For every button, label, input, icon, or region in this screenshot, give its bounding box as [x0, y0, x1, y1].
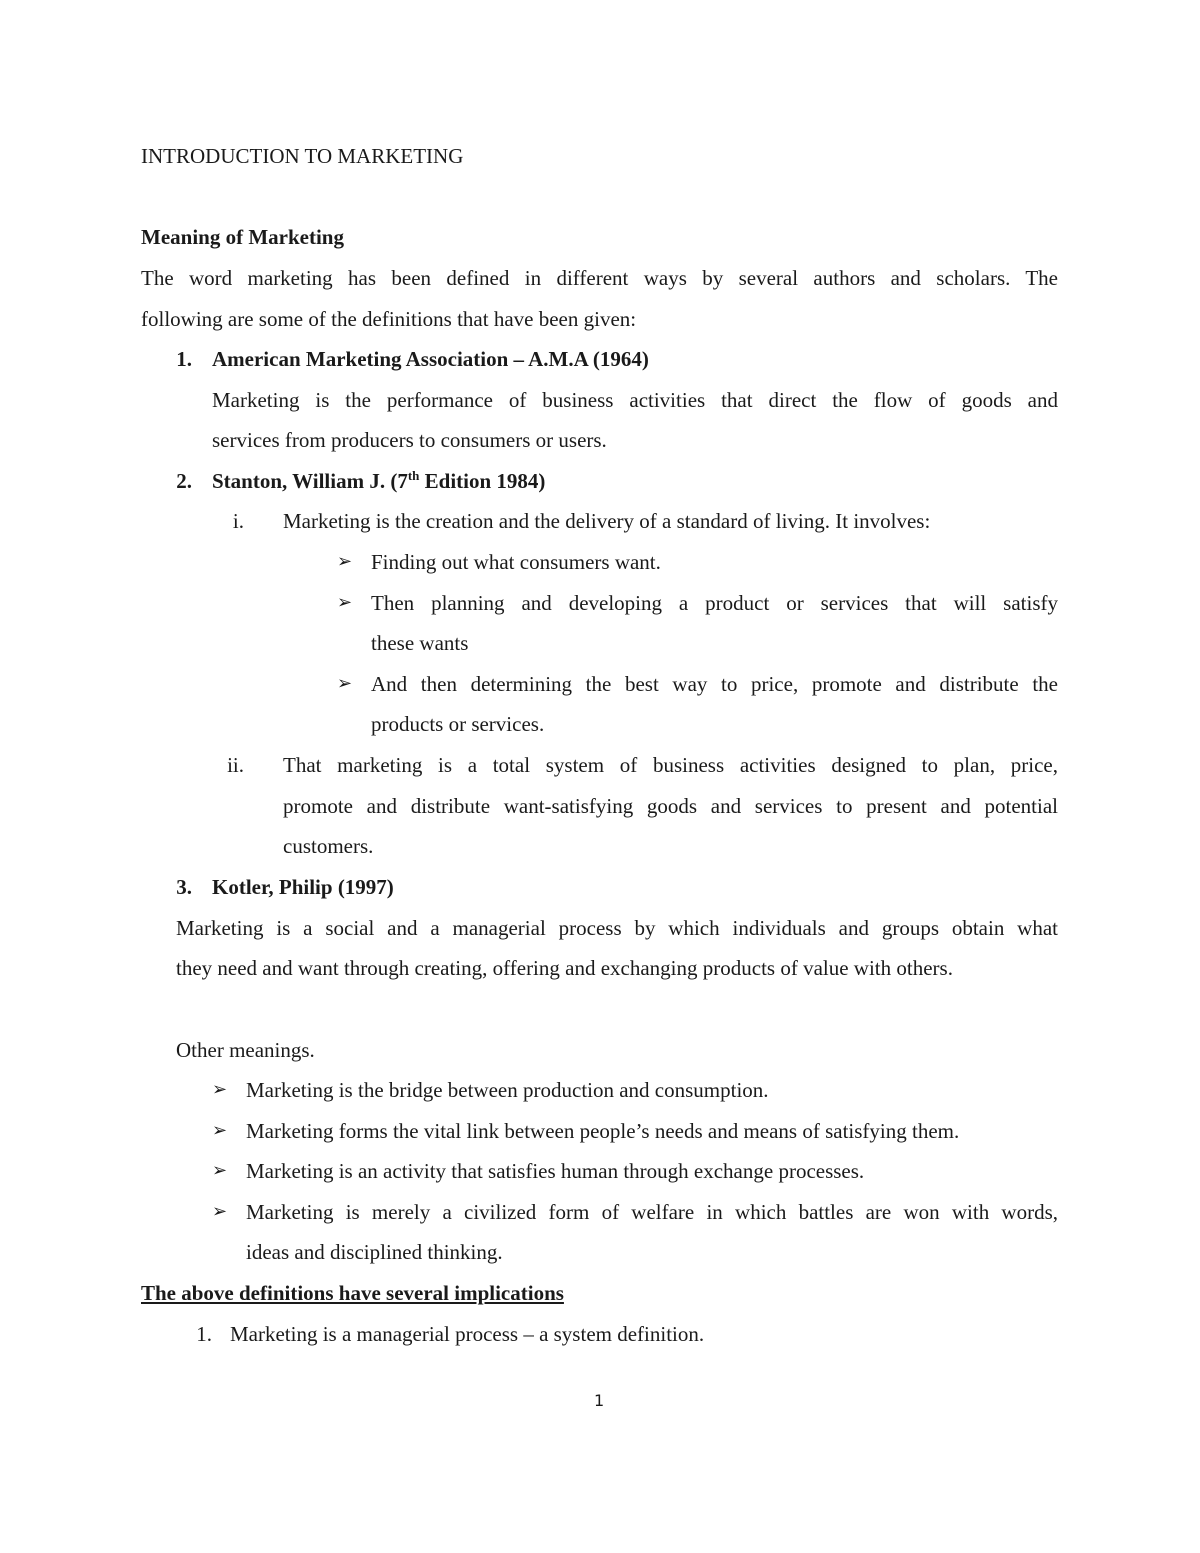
definition-2-item-i-text: Marketing is the creation and the delivery of a standard of living. It involves:	[283, 509, 931, 533]
intro-line-1: The word marketing has been defined in different ways by several authors and scholars. The	[141, 266, 1058, 290]
bullet-item-3-line-1: And then determining the best way to price, promote and distribute the	[371, 672, 1058, 696]
bullet-item-3-line-2: products or services.	[371, 712, 545, 736]
definition-2-heading: Stanton, William J. (7th Edition 1984)	[212, 468, 546, 493]
other-meanings-label: Other meanings.	[176, 1038, 315, 1062]
section-heading: Meaning of Marketing	[141, 225, 344, 249]
arrow-bullet-icon: ➢	[337, 673, 353, 694]
implication-1-number: 1.	[196, 1322, 212, 1346]
other-meaning-3: Marketing is an activity that satisfies human through exchange processes.	[246, 1159, 865, 1183]
other-meaning-4-line-2: ideas and disciplined thinking.	[246, 1240, 503, 1264]
definition-3-heading: Kotler, Philip (1997)	[212, 875, 394, 899]
other-meaning-2: Marketing forms the vital link between people’s needs and means of satisfying them.	[246, 1119, 960, 1143]
definition-3-body-line-1: Marketing is a social and a managerial process by which individuals and groups obtain what	[176, 916, 1058, 940]
definition-2-item-ii-numeral: ii.	[227, 753, 244, 777]
arrow-bullet-icon: ➢	[212, 1160, 228, 1181]
definition-2-item-i-numeral: i.	[232, 509, 244, 533]
other-meaning-1: Marketing is the bridge between production and consumption.	[246, 1078, 769, 1102]
definition-1-body-line-2: services from producers to consumers or users.	[212, 428, 607, 452]
arrow-bullet-icon: ➢	[212, 1201, 228, 1222]
definition-2-item-ii-line-1: That marketing is a total system of business activities designed to plan, price,	[283, 753, 1058, 777]
arrow-bullet-icon: ➢	[337, 592, 353, 613]
bullet-item-2-line-2: these wants	[371, 631, 469, 655]
definition-1-body-line-1: Marketing is the performance of business activities that direct the flow of goods and	[212, 388, 1058, 412]
document-title: INTRODUCTION TO MARKETING	[141, 144, 464, 168]
definition-2-number: 2.	[176, 469, 192, 493]
definition-3-body-line-2: they need and want through creating, offering and exchanging products of value with others.	[176, 956, 953, 980]
definition-2-item-ii-line-2: promote and distribute want-satisfying goods and services to present and potential	[283, 794, 1058, 818]
arrow-bullet-icon: ➢	[337, 551, 353, 572]
arrow-bullet-icon: ➢	[212, 1120, 228, 1141]
bullet-item-1: Finding out what consumers want.	[371, 550, 661, 574]
arrow-bullet-icon: ➢	[212, 1079, 228, 1100]
implications-heading: The above definitions have several implications	[141, 1281, 564, 1305]
implication-1-text: Marketing is a managerial process – a system definition.	[230, 1322, 705, 1346]
other-meaning-4-line-1: Marketing is merely a civilized form of welfare in which battles are won with words,	[246, 1200, 1058, 1224]
page-number: 1	[594, 1391, 605, 1410]
bullet-item-2-line-1: Then planning and developing a product or services that will satisfy	[371, 591, 1058, 615]
intro-line-2: following are some of the definitions that have been given:	[141, 307, 637, 331]
definition-1-heading: American Marketing Association – A.M.A (1964)	[212, 347, 649, 371]
definition-3-number: 3.	[176, 875, 192, 899]
definition-1-number: 1.	[176, 347, 192, 371]
definition-2-item-ii-line-3: customers.	[283, 834, 374, 858]
